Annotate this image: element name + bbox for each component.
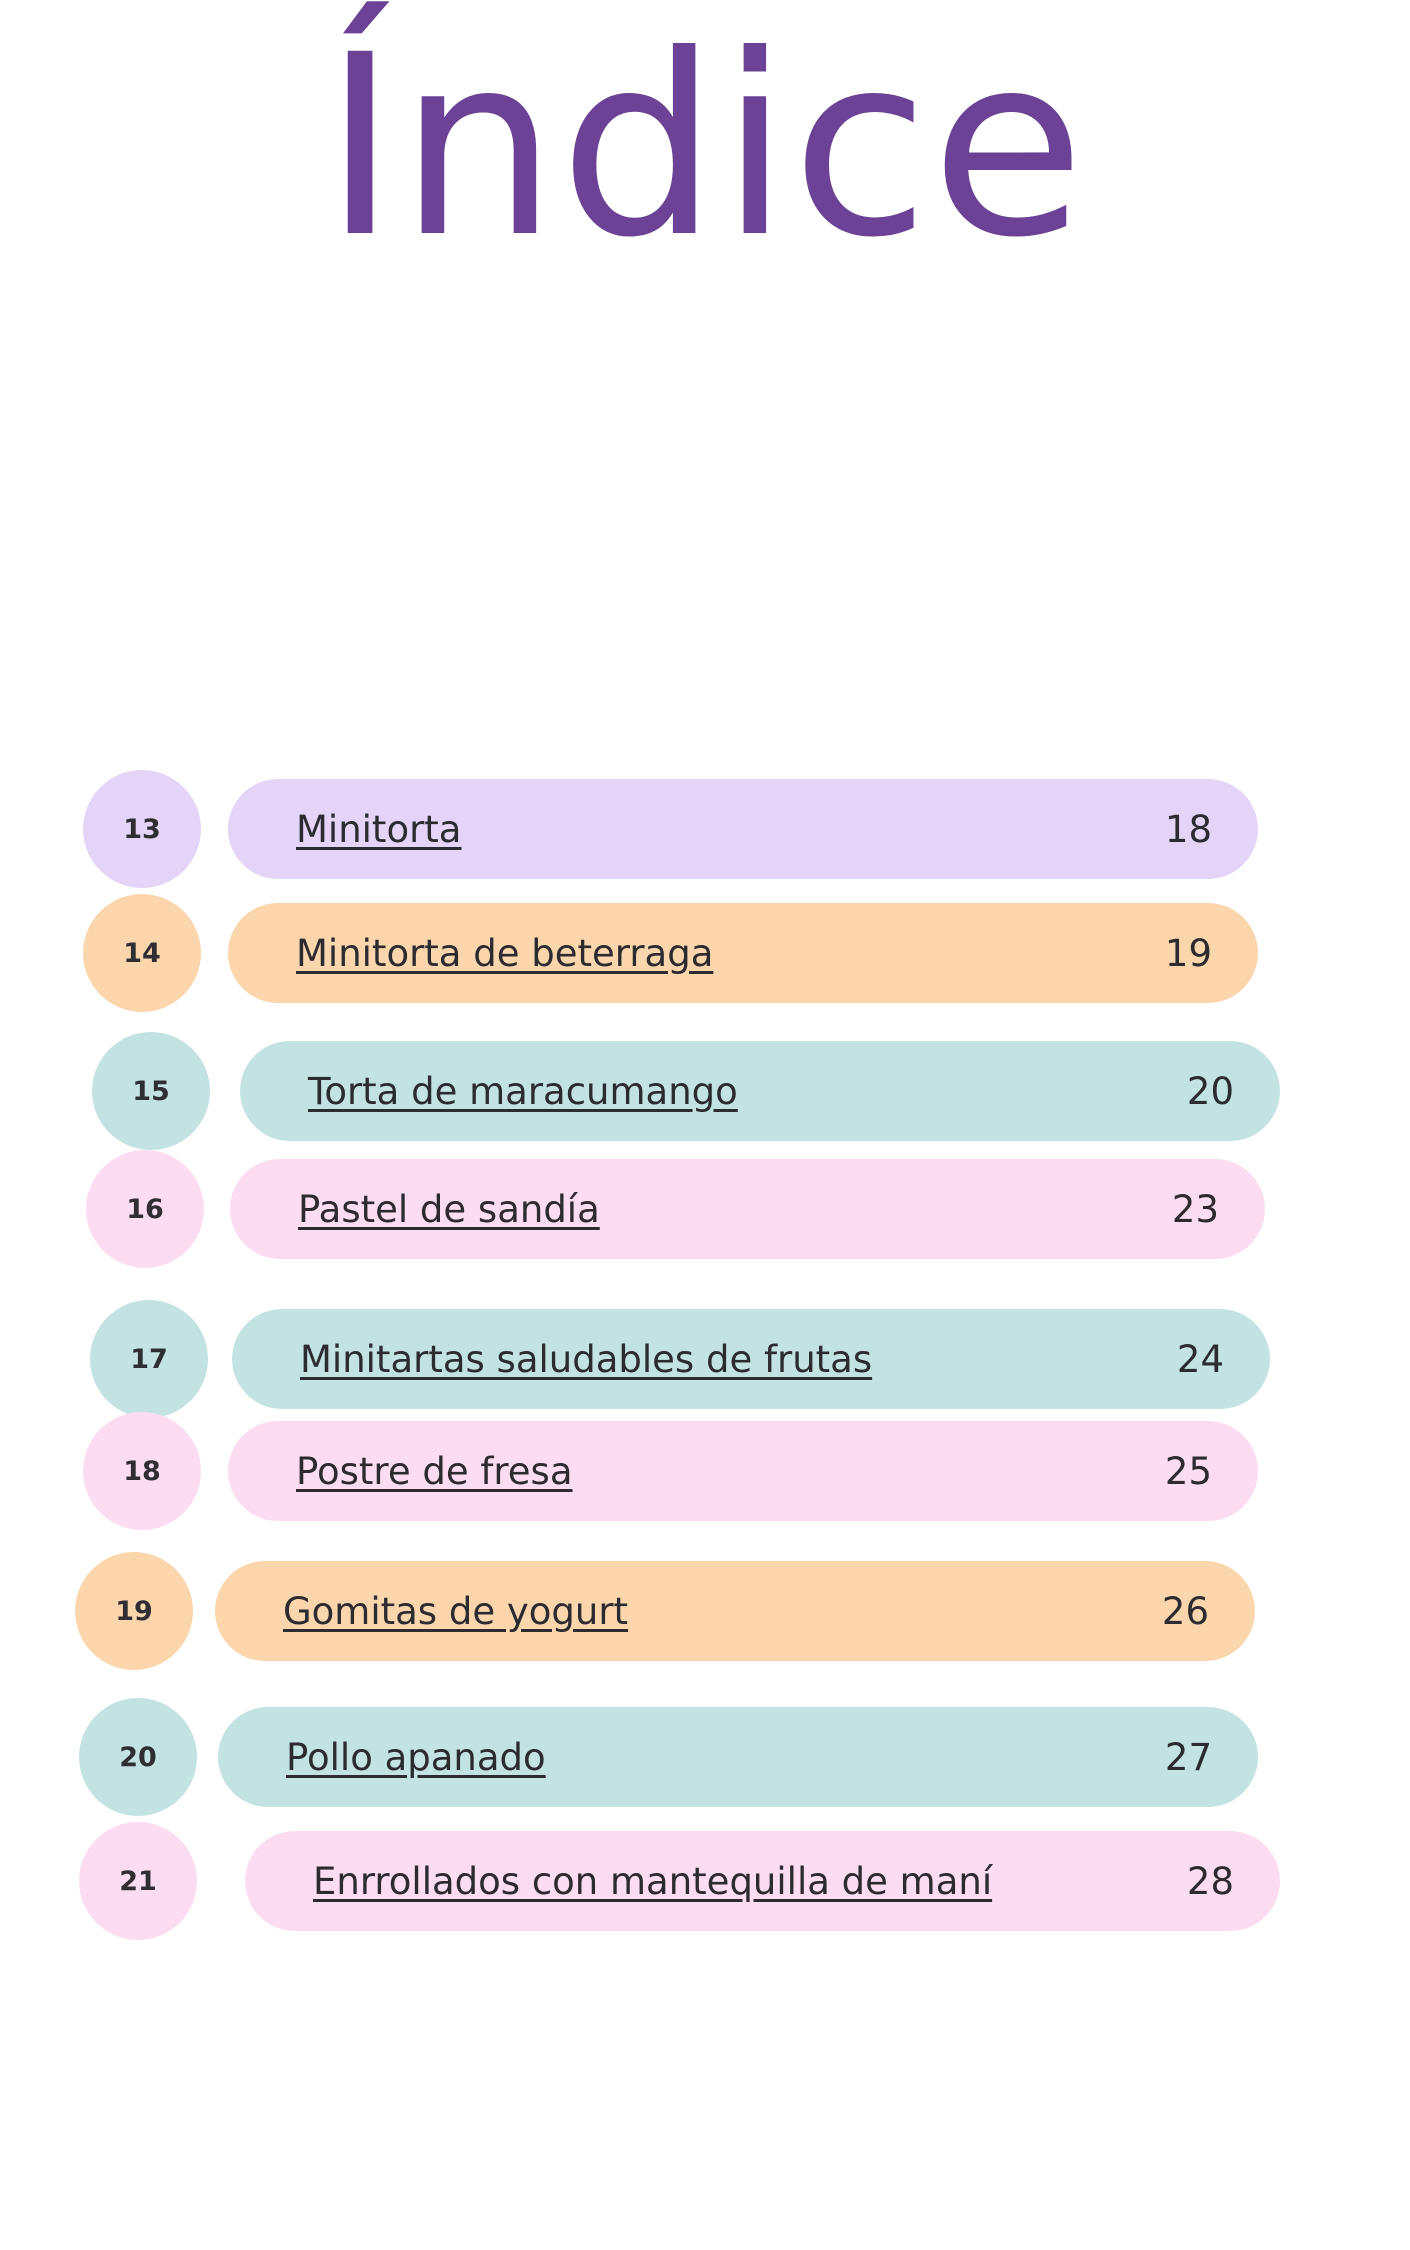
toc-entry[interactable] <box>90 1300 1270 1418</box>
toc-entry[interactable] <box>83 894 1258 1012</box>
toc-entry-bar[interactable] <box>230 1159 1265 1259</box>
toc-entry[interactable] <box>86 1150 1265 1268</box>
toc-entry-number-badge: 19 <box>75 1552 193 1670</box>
toc-entry-link[interactable]: Enrrollados con mantequilla de maní <box>313 1859 993 1903</box>
toc-entry[interactable] <box>79 1822 1280 1940</box>
toc-entry-link[interactable]: Minitorta <box>296 807 462 851</box>
toc-entry-link[interactable]: Minitartas saludables de frutas <box>300 1337 873 1381</box>
toc-entry-page-number: 27 <box>1164 1735 1212 1779</box>
toc-entry-number-badge: 13 <box>83 770 201 888</box>
toc-entry-bar[interactable] <box>240 1041 1280 1141</box>
toc-entry-page-number: 28 <box>1186 1859 1234 1903</box>
toc-entry[interactable] <box>75 1552 1255 1670</box>
toc-entry-bar[interactable] <box>228 1421 1258 1521</box>
toc-entry[interactable] <box>79 1698 1258 1816</box>
toc-entry-bar[interactable] <box>228 779 1258 879</box>
toc-entry-link[interactable]: Postre de fresa <box>296 1449 573 1493</box>
toc-entry-page-number: 24 <box>1176 1337 1224 1381</box>
toc-entry-bar[interactable] <box>228 903 1258 1003</box>
toc-entry[interactable] <box>83 770 1258 888</box>
toc-entry-number-badge: 15 <box>92 1032 210 1150</box>
toc-entry-link[interactable]: Torta de maracumango <box>308 1069 738 1113</box>
toc-entry-bar[interactable] <box>218 1707 1258 1807</box>
toc-entry-number-badge: 17 <box>90 1300 208 1418</box>
toc-entry-bar[interactable] <box>215 1561 1255 1661</box>
toc-entry-link[interactable]: Minitorta de beterraga <box>296 931 714 975</box>
toc-entry-link[interactable]: Pastel de sandía <box>298 1187 600 1231</box>
toc-entry-bar[interactable] <box>232 1309 1270 1409</box>
toc-entry-number-badge: 21 <box>79 1822 197 1940</box>
toc-entry-number-badge: 20 <box>79 1698 197 1816</box>
toc-entry-link[interactable]: Gomitas de yogurt <box>283 1589 629 1633</box>
toc-entry[interactable] <box>92 1032 1280 1150</box>
toc-entry-number-badge: 14 <box>83 894 201 1012</box>
toc-entry-number-badge: 18 <box>83 1412 201 1530</box>
page-title: Índice <box>323 1 1087 292</box>
toc-entry-bar[interactable] <box>245 1831 1280 1931</box>
toc-entry-page-number: 23 <box>1171 1187 1219 1231</box>
toc-entry-link[interactable]: Pollo apanado <box>286 1735 546 1779</box>
toc-entry-page-number: 25 <box>1164 1449 1212 1493</box>
toc-entry-page-number: 18 <box>1164 807 1212 851</box>
toc-entry-page-number: 19 <box>1164 931 1212 975</box>
toc-entry-page-number: 26 <box>1161 1589 1209 1633</box>
toc-entry[interactable] <box>83 1412 1258 1530</box>
toc-entry-number-badge: 16 <box>86 1150 204 1268</box>
toc-entry-page-number: 20 <box>1186 1069 1234 1113</box>
